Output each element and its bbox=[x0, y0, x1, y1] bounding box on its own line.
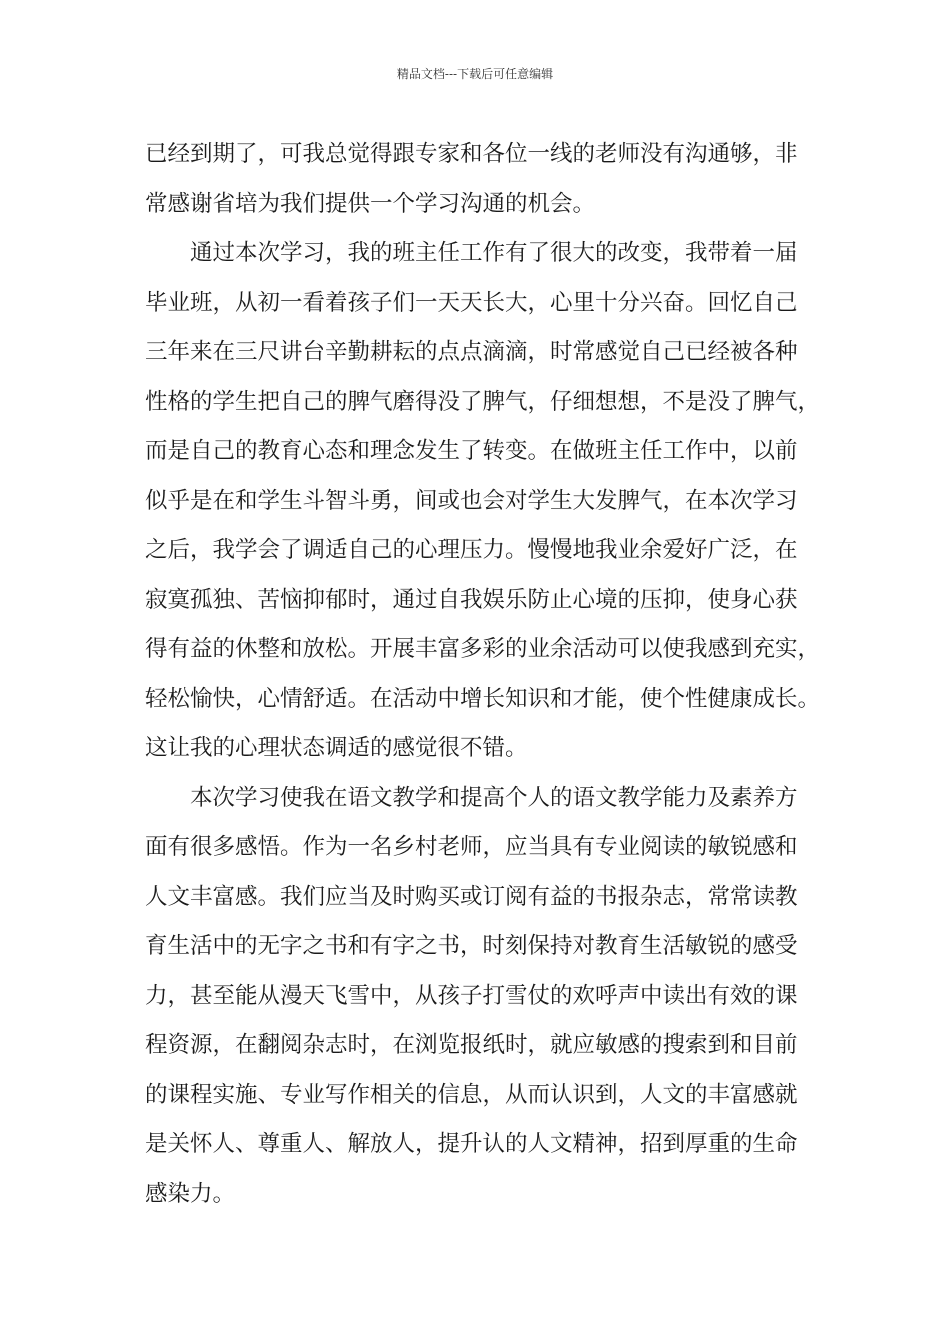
text-line: 感染力。 bbox=[145, 1180, 236, 1207]
text-line: 程资源，在翻阅杂志时，在浏览报纸时，就应敏感的搜索到和目前 bbox=[145, 1032, 798, 1058]
text-line: 力，甚至能从漫天飞雪中，从孩子打雪仗的欢呼声中读出有效的课 bbox=[145, 982, 798, 1009]
text-line: 而是自己的教育心态和理念发生了转变。在做班主任工作中，以前 bbox=[145, 438, 798, 464]
text-line: 得有益的休整和放松。开展丰富多彩的业余活动可以使我感到充实， bbox=[145, 636, 821, 662]
page-header: 精品文档---下载后可任意编辑 bbox=[396, 67, 554, 81]
text-line: 育生活中的无字之书和有字之书，时刻保持对教育生活敏锐的感受 bbox=[145, 933, 798, 959]
paragraph-first-line: 通过本次学习，我的班主任工作有了很大的改变，我带着一届 bbox=[190, 240, 798, 266]
paragraph-first-line: 本次学习使我在语文教学和提高个人的语文教学能力及素养方 bbox=[190, 784, 798, 811]
body-text bbox=[145, 130, 825, 1219]
text-line: 的课程实施、专业写作相关的信息，从而认识到，人文的丰富感就 bbox=[145, 1081, 798, 1108]
text-line: 似乎是在和学生斗智斗勇，间或也会对学生大发脾气，在本次学习 bbox=[145, 487, 798, 514]
text-line: 面有很多感悟。作为一名乡村老师，应当具有专业阅读的敏锐感和 bbox=[145, 834, 798, 860]
text-line: 是关怀人、尊重人、解放人，提升认的人文精神，招到厚重的生命 bbox=[145, 1131, 798, 1157]
text-line: 性格的学生把自己的脾气磨得没了脾气，仔细想想，不是没了脾气， bbox=[145, 388, 821, 415]
text-line: 三年来在三尺讲台辛勤耕耘的点点滴滴，时常感觉自己已经被各种 bbox=[145, 339, 798, 365]
text-line: 这让我的心理状态调适的感觉很不错。 bbox=[145, 735, 528, 761]
text-line: 之后，我学会了调适自己的心理压力。慢慢地我业余爱好广泛，在 bbox=[145, 537, 798, 563]
text-line: 人文丰富感。我们应当及时购买或订阅有益的书报杂志，常常读教 bbox=[145, 883, 798, 910]
text-line: 毕业班，从初一看着孩子们一天天长大，心里十分兴奋。回忆自己 bbox=[145, 289, 798, 316]
text-line: 已经到期了，可我总觉得跟专家和各位一线的老师没有沟通够，非 bbox=[145, 141, 798, 167]
text-line: 轻松愉快，心情舒适。在活动中增长知识和才能，使个性健康成长。 bbox=[145, 685, 821, 712]
text-line: 寂寞孤独、苦恼抑郁时，通过自我娱乐防止心境的压抑，使身心获 bbox=[145, 586, 798, 613]
text-line: 常感谢省培为我们提供一个学习沟通的机会。 bbox=[145, 190, 596, 217]
